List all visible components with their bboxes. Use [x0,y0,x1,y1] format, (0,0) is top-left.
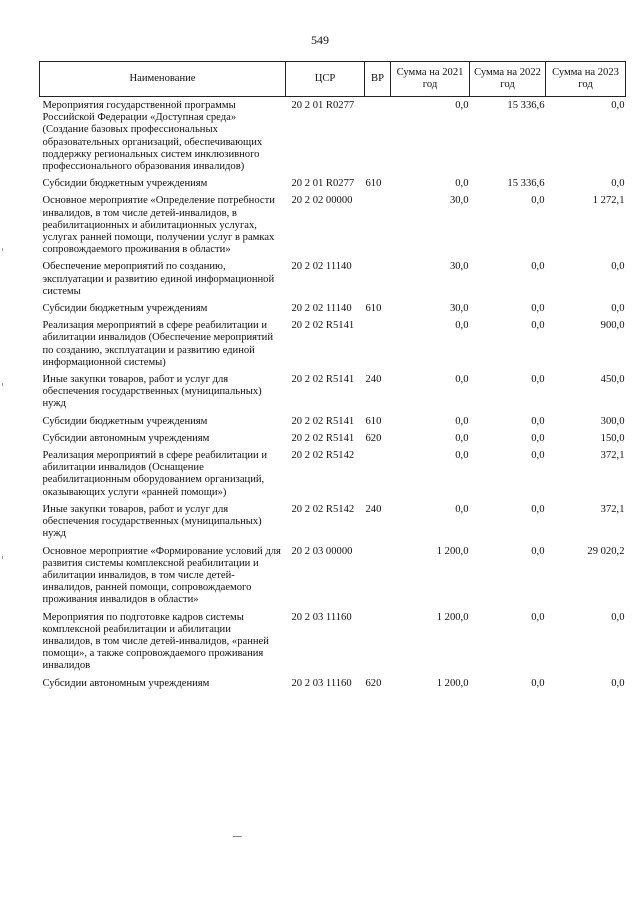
row-name: Субсидии автономным учреждениям [42,432,210,444]
table-row [40,319,626,373]
table-row [40,545,626,611]
row-sum-2023: 0,0 [611,261,625,273]
table-body [40,97,626,694]
row-sum-2022: 0,0 [531,450,545,462]
row-csr: 20 2 02 R5141 [291,415,355,427]
table-row [40,415,626,432]
table-header-row [40,62,626,97]
table-row [40,373,626,415]
row-sum-2022: 0,0 [531,432,545,444]
row-name: Реализация мероприятий в сфере реабилитации и абилитации инвалидов (Оснащение реабилитационным оборудованием организаций, оказывающих услуги «ранней помощи») [42,450,268,498]
table-row [40,260,626,302]
row-sum-2021: 0,0 [455,100,469,111]
row-vr [365,194,391,260]
row-name: Реализация мероприятий в сфере реабилитации и абилитации инвалидов (Обеспечение мероприятий по созданию, эксплуатации и развитию единой информационной системы) [42,320,274,368]
row-csr: 20 2 01 R0277 [291,178,355,190]
row-csr: 20 2 03 11160 [291,611,352,623]
row-vr: 620 [365,432,382,444]
row-name: Субсидии бюджетным учреждениям [42,178,208,190]
row-csr: 20 2 01 R0277 [291,100,355,111]
row-sum-2022: 0,0 [531,545,545,557]
row-name: Субсидии автономным учреждениям [42,677,210,689]
row-sum-2022: 0,0 [531,320,545,332]
row-sum-2021: 0,0 [455,320,469,332]
page-number: 549 [311,33,329,47]
row-csr: 20 2 02 R5142 [291,450,355,462]
table-row [40,503,626,545]
row-sum-2021: 0,0 [455,432,469,444]
row-csr: 20 2 02 R5141 [291,432,355,444]
row-sum-2023: 150,0 [600,432,625,444]
row-csr: 20 2 03 11160 [291,677,352,689]
row-name: Мероприятия государственной программы Российской Федерации «Доступная среда» (Создание базовых профессиональных образовательных организаций, обеспечивающих поддержку региональных систем инклюзивного профессионального образования инвалидов) [42,100,263,173]
scan-mark [233,836,242,837]
row-vr: 610 [365,415,382,427]
row-csr: 20 2 02 R5141 [291,374,355,386]
row-name: Иные закупки товаров, работ и услуг для обеспечения государственных (муниципальных) нужд [42,374,262,410]
row-vr: 240 [365,374,382,386]
row-vr: 240 [365,503,382,515]
row-sum-2022: 15 336,6 [507,178,545,190]
row-csr: 20 2 02 11140 [291,303,352,315]
row-sum-2022: 0,0 [531,503,545,515]
header-csr: ЦСР [286,62,365,97]
row-sum-2023: 0,0 [611,611,625,623]
row-vr [365,611,391,677]
row-csr: 20 2 02 00000 [291,195,353,207]
row-vr [365,97,391,178]
row-sum-2021: 0,0 [455,374,469,386]
row-sum-2022: 0,0 [531,195,545,207]
row-vr: 610 [365,303,382,315]
row-sum-2021: 30,0 [449,303,469,315]
header-name: Наименование [40,62,286,97]
table-row [40,677,626,694]
scan-mark [2,383,3,386]
row-sum-2021: 1 200,0 [436,611,469,623]
row-vr [365,260,391,302]
row-name: Основное мероприятие «Формирование условий для развития системы комплексной реабилитации и абилитации инвалидов, в том числе детей-инвалидов, ранней помощи, сопровождаемого проживания инвалидов в области» [42,545,281,606]
row-sum-2022: 0,0 [531,415,545,427]
row-vr: 610 [365,178,382,190]
row-sum-2023: 900,0 [600,320,625,332]
row-sum-2023: 300,0 [600,415,625,427]
table-row [40,611,626,677]
row-sum-2021: 1 200,0 [436,677,469,689]
table-row [40,97,626,178]
row-sum-2023: 0,0 [611,303,625,315]
row-csr: 20 2 02 R5142 [291,503,355,515]
row-sum-2022: 0,0 [531,374,545,386]
row-name: Иные закупки товаров, работ и услуг для обеспечения государственных (муниципальных) нужд [42,503,262,540]
scan-mark [2,248,3,251]
header-sum-2023: Сумма на 2023 год [546,62,626,97]
row-name: Субсидии бюджетным учреждениям [42,303,208,315]
scan-mark [2,556,3,559]
row-vr: 620 [365,677,382,689]
row-sum-2022: 0,0 [531,611,545,623]
row-sum-2021: 30,0 [449,195,469,207]
row-name: Субсидии бюджетным учреждениям [42,415,208,427]
table-row [40,194,626,260]
table-row [40,302,626,319]
row-sum-2023: 372,1 [600,450,625,462]
row-sum-2022: 15 336,6 [507,100,545,111]
row-sum-2021: 0,0 [455,415,469,427]
table-row [40,432,626,449]
row-csr: 20 2 02 11140 [291,261,352,273]
row-sum-2023: 29 020,2 [587,545,625,557]
row-name: Обеспечение мероприятий по созданию, эксплуатации и развитию единой информационной системы [42,261,275,297]
header-vr: ВР [365,62,391,97]
row-vr [365,319,391,373]
row-sum-2023: 450,0 [600,374,625,386]
header-sum-2021: Сумма на 2021 год [391,62,470,97]
row-vr [365,545,391,611]
row-sum-2023: 0,0 [611,178,625,190]
table-row [40,177,626,194]
budget-table [39,61,626,694]
row-sum-2021: 1 200,0 [436,545,469,557]
row-sum-2022: 0,0 [531,677,545,689]
row-name: Мероприятия по подготовке кадров системы комплексной реабилитации и абилитации инвалидов, в том числе детей-инвалидов, «ранней помощи», а также сопровождаемого проживания инвалидов [42,611,269,672]
row-sum-2021: 0,0 [455,450,469,462]
row-vr [365,449,391,503]
row-name: Основное мероприятие «Определение потребности инвалидов, в том числе детей-инвалидов, в реабилитационных и абилитационных услугах, услугах ранней помощи, получении услуг в рамках сопровождаемого проживания в области» [42,195,275,256]
row-sum-2021: 30,0 [449,261,469,273]
row-sum-2022: 0,0 [531,261,545,273]
row-sum-2023: 1 272,1 [592,195,625,207]
row-sum-2023: 372,1 [600,503,625,515]
row-sum-2022: 0,0 [531,303,545,315]
row-sum-2021: 0,0 [455,178,469,190]
table-row [40,449,626,503]
row-sum-2023: 0,0 [611,100,625,111]
header-sum-2022: Сумма на 2022 год [470,62,546,97]
row-sum-2023: 0,0 [611,677,625,689]
row-csr: 20 2 03 00000 [291,545,353,557]
row-sum-2021: 0,0 [455,503,469,515]
row-csr: 20 2 02 R5141 [291,320,355,332]
